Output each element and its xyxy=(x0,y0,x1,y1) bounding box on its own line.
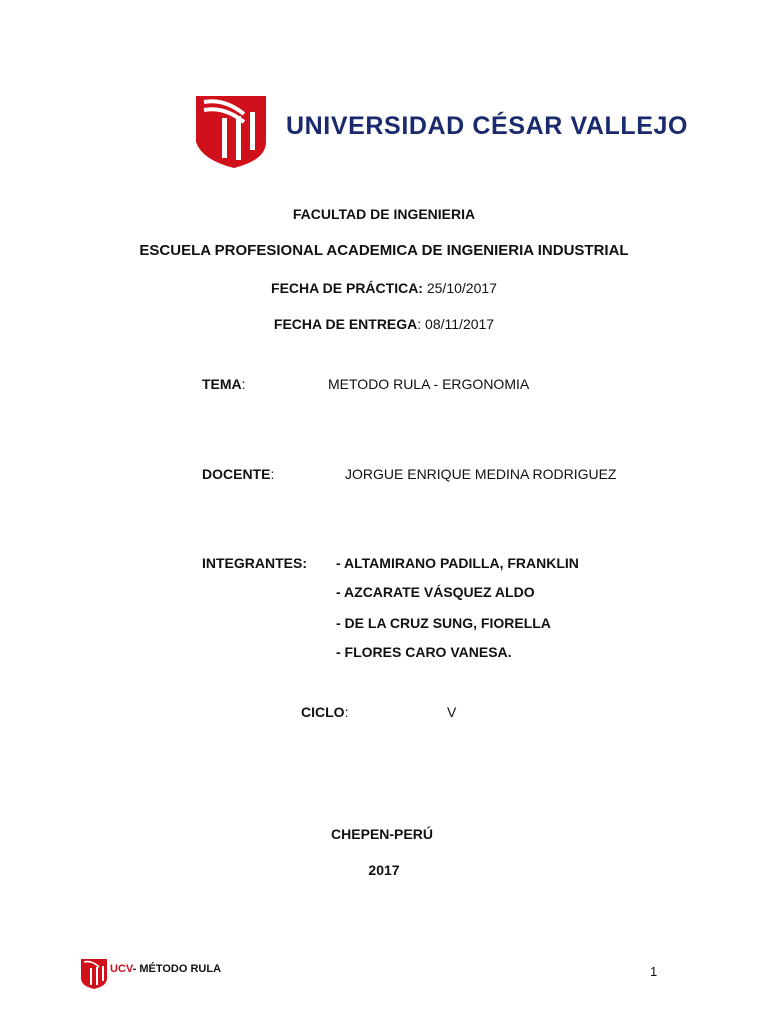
footer-doc-title: - MÉTODO RULA xyxy=(132,963,222,975)
year: 2017 xyxy=(368,862,400,878)
teacher-value: JORGUE ENRIQUE MEDINA RODRIGUEZ xyxy=(345,466,617,482)
topic-label-group xyxy=(202,376,246,392)
faculty-title: FACULTAD DE INGENIERIA xyxy=(292,206,476,222)
member-name-3: - DE LA CRUZ SUNG, FIORELLA xyxy=(336,615,551,631)
delivery-date-value: : 08/11/2017 xyxy=(417,316,495,332)
members-label: INTEGRANTES: xyxy=(202,555,307,571)
teacher-colon: : xyxy=(270,466,275,482)
footer-logo xyxy=(80,958,108,990)
practice-date-value: 25/10/2017 xyxy=(422,280,497,296)
delivery-date-line xyxy=(0,316,768,332)
ucv-shield-icon xyxy=(194,94,268,170)
practice-date-line xyxy=(0,280,768,296)
university-name: UNIVERSIDAD CÉSAR VALLEJO xyxy=(286,112,689,140)
cycle-value: V xyxy=(447,704,457,720)
ucv-shield-small-icon xyxy=(80,958,108,990)
cycle-label-group xyxy=(301,704,348,720)
member-name-2: - AZCARATE VÁSQUEZ ALDO xyxy=(336,584,535,600)
topic-value: METODO RULA - ERGONOMIA xyxy=(328,376,530,392)
footer-title xyxy=(110,963,221,975)
teacher-label-group xyxy=(202,466,274,482)
cycle-colon: : xyxy=(344,704,349,720)
page-number: 1 xyxy=(650,964,658,979)
school-title: ESCUELA PROFESIONAL ACADEMICA DE INGENIERIA INDUSTRIAL xyxy=(139,242,629,259)
location: CHEPEN-PERÚ xyxy=(331,826,433,842)
teacher-label: DOCENTE xyxy=(202,466,271,482)
footer-brand: UCV xyxy=(110,963,133,975)
topic-label: TEMA xyxy=(202,376,242,392)
member-name-4: - FLORES CARO VANESA. xyxy=(336,644,512,660)
topic-colon: : xyxy=(241,376,246,392)
practice-date-label: FECHA DE PRÁCTICA: xyxy=(271,280,423,296)
member-name-1: - ALTAMIRANO PADILLA, FRANKLIN xyxy=(336,555,579,571)
cycle-label: CICLO xyxy=(301,704,345,720)
delivery-date-label: FECHA DE ENTREGA xyxy=(273,316,418,332)
university-logo xyxy=(194,94,268,170)
